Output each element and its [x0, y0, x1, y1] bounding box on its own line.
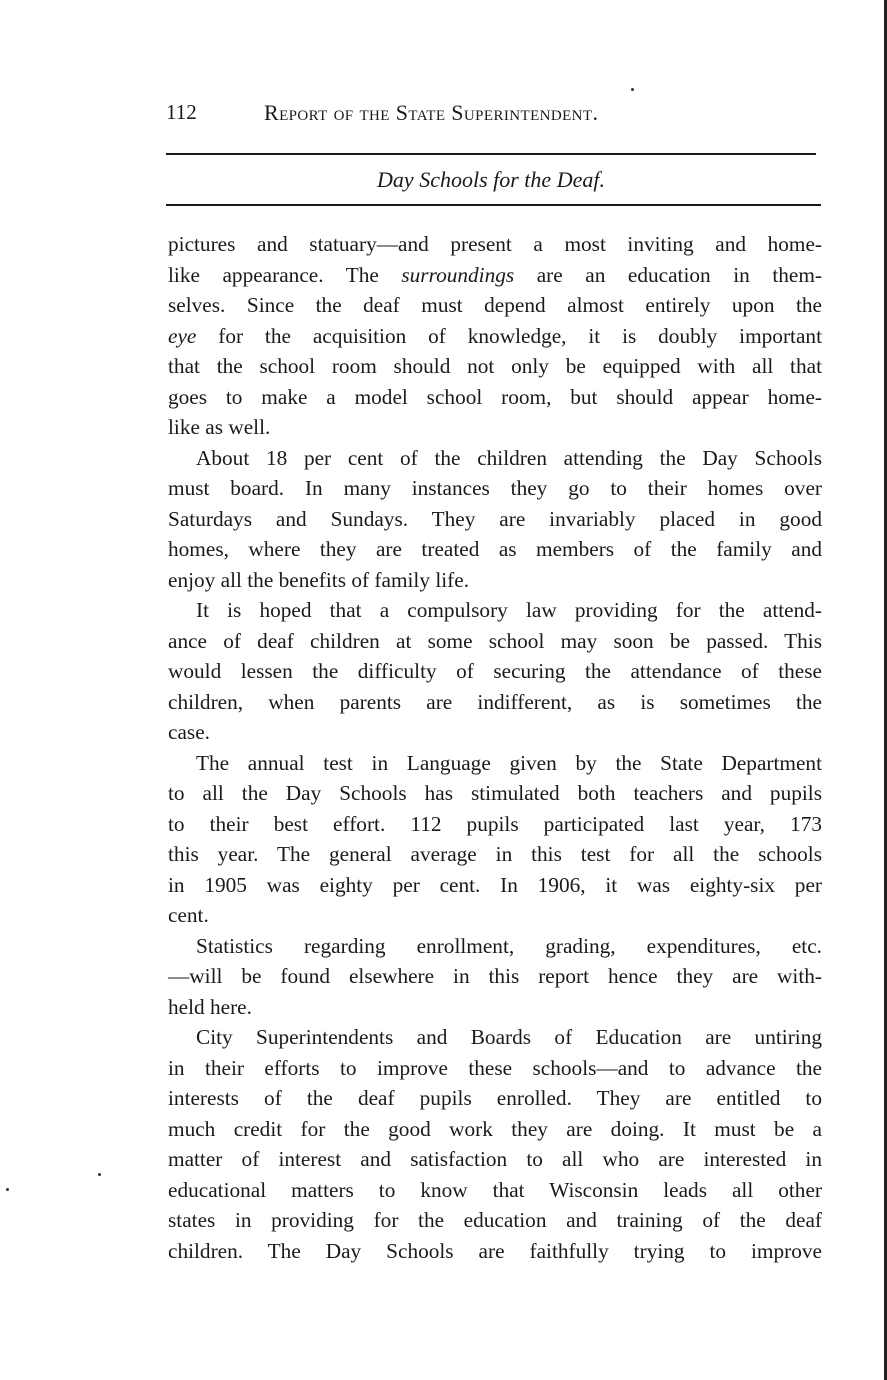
text-line: About 18 per cent of the children attending the Day Schools — [196, 445, 822, 470]
text-line: would lessen the difficulty of securing the attendance of these — [168, 659, 822, 683]
text-line: much credit for the good work they are doing. It must be a — [168, 1116, 822, 1141]
print-speck — [98, 1173, 101, 1176]
print-speck — [6, 1188, 9, 1191]
paragraph — [168, 1022, 822, 1266]
text-fragment: like appearance. The — [168, 262, 402, 287]
text-line: must board. In many instances they go to their homes over — [168, 476, 822, 500]
text-line: goes to make a model school room, but should appear home- — [168, 384, 822, 409]
section-heading: Day Schools for the Deaf. — [377, 167, 605, 192]
text-line: to their best effort. 112 pupils participated last year, 173 — [168, 811, 822, 836]
text-line: to all the Day Schools has stimulated both teachers and pupils — [168, 781, 822, 805]
text-line: The annual test in Language given by the State Department — [196, 750, 822, 775]
text-line: like as well. — [168, 415, 271, 439]
text-line: interests of the deaf pupils enrolled. They are entitled to — [168, 1086, 822, 1110]
text-line: states in providing for the education and training of the deaf — [168, 1208, 822, 1232]
text-line: enjoy all the benefits of family life. — [168, 567, 470, 592]
text-line: children. The Day Schools are faithfully trying to improve — [168, 1238, 822, 1263]
paragraph — [168, 595, 822, 748]
text-line: Saturdays and Sundays. They are invariably placed in good — [168, 506, 822, 531]
running-title: Report of the State Superintendent. — [264, 100, 599, 125]
text-line: in their efforts to improve these schools—and to advance the — [168, 1055, 822, 1080]
text-line: Statistics regarding enrollment, grading, expenditures, etc. — [196, 933, 822, 958]
emphasis: surroundings — [401, 262, 515, 287]
text-line: pictures and statuary—and present a most inviting and home- — [168, 232, 822, 256]
paragraph — [168, 229, 822, 443]
text-line: children, when parents are indifferent, as is sometimes the — [168, 689, 822, 714]
text-line: educational matters to know that Wisconsin leads all other — [168, 1177, 822, 1202]
text-fragment: are an education in them- — [514, 262, 822, 287]
text-line: It is hoped that a compulsory law providing for the attend- — [196, 598, 822, 622]
text-line: matter of interest and satisfaction to all who are interested in — [168, 1147, 822, 1171]
text-line: ance of deaf children at some school may soon be passed. This — [168, 628, 822, 653]
text-fragment: for the acquisition of knowledge, it is doubly important — [196, 323, 822, 348]
heading-rule — [166, 204, 821, 206]
header-rule — [166, 153, 816, 155]
emphasis: eye — [168, 323, 197, 348]
text-line: case. — [168, 720, 210, 744]
print-speck — [631, 88, 634, 91]
text-line — [168, 260, 822, 291]
paragraph — [168, 443, 822, 596]
text-line: —will be found elsewhere in this report hence they are with- — [168, 964, 822, 988]
text-line: held here. — [168, 994, 252, 1019]
paragraph — [168, 931, 822, 1023]
page-number: 112 — [166, 100, 197, 124]
page-header — [166, 100, 816, 136]
text-line: in 1905 was eighty per cent. In 1906, it was eighty-six per — [168, 872, 822, 897]
text-line: selves. Since the deaf must depend almost entirely upon the — [168, 293, 822, 317]
text-line — [168, 321, 822, 352]
text-line: cent. — [168, 903, 209, 927]
text-line: that the school room should not only be equipped with all that — [168, 354, 822, 378]
text-line: City Superintendents and Boards of Education are untiring — [196, 1025, 822, 1049]
text-line: homes, where they are treated as members of the family and — [168, 537, 822, 561]
text-line: this year. The general average in this test for all the schools — [168, 842, 822, 866]
body-text — [168, 229, 822, 1266]
paragraph — [168, 748, 822, 931]
